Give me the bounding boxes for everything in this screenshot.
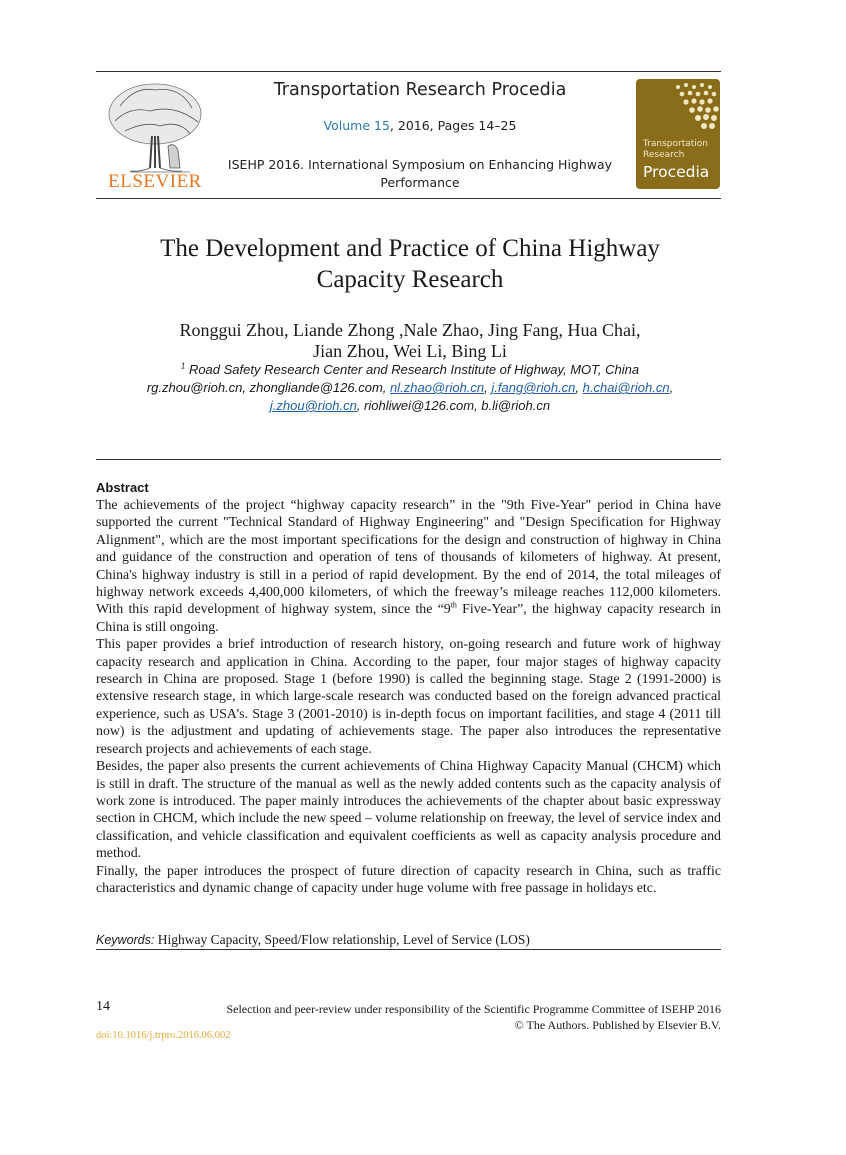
- doi-link[interactable]: doi:10.1016/j.trpro.2016.06.002: [96, 1030, 231, 1041]
- email-link[interactable]: j.fang@rioh.cn: [491, 380, 576, 395]
- email-text: , riohliwei@126.com, b.li@rioh.cn: [356, 398, 551, 413]
- superscript: th: [450, 600, 457, 610]
- journal-title[interactable]: Transportation Research Procedia: [273, 80, 567, 100]
- authors-line-1: Ronggui Zhou, Liande Zhong ,Nale Zhao, Jing Fang, Hua Chai,: [179, 320, 641, 340]
- author-emails: [100, 379, 720, 415]
- paper-title-line-2: Capacity Research: [316, 266, 504, 293]
- email-separator: ,: [575, 380, 583, 395]
- email-link[interactable]: j.zhou@rioh.cn: [269, 398, 357, 413]
- authors-line-2: Jian Zhou, Wei Li, Bing Li: [313, 341, 507, 361]
- footer-note-line-2: © The Authors. Published by Elsevier B.V.: [514, 1018, 721, 1032]
- dots-pattern-icon: [636, 79, 720, 139]
- email-separator: ,: [669, 380, 674, 395]
- keywords-bottom-rule: [96, 949, 721, 950]
- abstract-body: [96, 497, 721, 897]
- keywords-text: Highway Capacity, Speed/Flow relationship, Level of Service (LOS): [154, 932, 530, 947]
- affiliation-text: Road Safety Research Center and Research Institute of Highway, MOT, China: [185, 362, 640, 377]
- email-separator: ,: [484, 380, 492, 395]
- page-number: 14: [96, 999, 110, 1014]
- header-top-rule: [96, 71, 721, 72]
- volume-link[interactable]: Volume 15: [323, 118, 390, 133]
- elsevier-wordmark: ELSEVIER: [108, 171, 202, 192]
- email-link[interactable]: nl.zhao@rioh.cn: [390, 380, 485, 395]
- email-link[interactable]: h.chai@rioh.cn: [582, 380, 670, 395]
- badge-subtitle: Transportation Research: [643, 139, 708, 160]
- keywords: [96, 932, 721, 948]
- paper-title: [110, 233, 710, 295]
- header-bottom-rule: [96, 198, 721, 199]
- conference-name: ISEHP 2016. International Symposium on Enhancing Highway Performance: [227, 157, 613, 190]
- badge-title: Procedia: [643, 163, 710, 181]
- footer-note-line-1: Selection and peer-review under responsibility of the Scientific Programme Committee of ISEHP 2016: [226, 1002, 721, 1016]
- keywords-label: Keywords:: [96, 933, 155, 947]
- procedia-badge: [636, 79, 720, 189]
- affiliation: [110, 361, 710, 378]
- abstract-top-rule: [96, 459, 721, 460]
- affiliation-mark: 1: [180, 361, 186, 371]
- journal-volume-line: [215, 118, 625, 133]
- abstract-heading: Abstract: [96, 480, 149, 495]
- abstract-paragraph: [96, 497, 721, 636]
- abstract-paragraph: Besides, the paper also presents the current achievements of China Highway Capacity Manual (CHCM) which is still in draft. The structure of the manual as well as the newly added contents such as the capacity analysis of work zone is introduced. The paper mainly introduces the achievements of the chapter about basic expressway section in CHCM, which include the new speed – volume relationship on freeway, the level of service index and classification, and vehicle classification and equivalent coefficients as well as capacity analysis procedure and method.: [96, 759, 721, 862]
- footer-note: [140, 1001, 721, 1033]
- abstract-paragraph: This paper provides a brief introduction of research history, on-going research and future work of highway capacity research and application in China. According to the paper, four major stages of highway capacity research in China are proposed. Stage 1 (before 1990) is called the beginning stage. Stage 2 (1991-2000) is extensive research stage, in which large-scale research was conducted based on the foreign advanced practical experience, such as USA’s. Stage 3 (2001-2010) is in-depth focus on important facilities, and stage 4 (2011 till now) is the adjustment and updating of achievements stage. The paper also introduces the representative research projects and achievements of each stage.: [96, 637, 721, 757]
- volume-details: , 2016, Pages 14–25: [389, 118, 517, 133]
- authors: [110, 320, 710, 362]
- paper-title-line-1: The Development and Practice of China Highway: [160, 235, 660, 262]
- abstract-paragraph: Finally, the paper introduces the prospect of future direction of capacity research in China, such as traffic characteristics and dynamic change of capacity under huge volume with free passage in holidays etc.: [96, 863, 721, 896]
- email-text: rg.zhou@rioh.cn, zhongliande@126.com,: [146, 380, 391, 395]
- abstract-text: The achievements of the project “highway capacity research” in the "9th Five-Year" period in China have supported the current "Technical Standard of Highway Engineering" and "Design Specification for Highway Alignment", which are the most important specifications for the design and construction of highway in China and guidance of the construction and operation of tens of thousands of kilometers of highway. At present, China's highway industry is still in a period of rapid development. By the end of 2014, the total mileages of highway network exceeds 4,400,000 kilometers, of which the freeway’s mileage reaches 112,000 kilometers. With this rapid development of highway system, since the “9: [96, 498, 721, 618]
- abstract-text: Five-Year”, the highway capacity research in China is still ongoing.: [96, 602, 721, 635]
